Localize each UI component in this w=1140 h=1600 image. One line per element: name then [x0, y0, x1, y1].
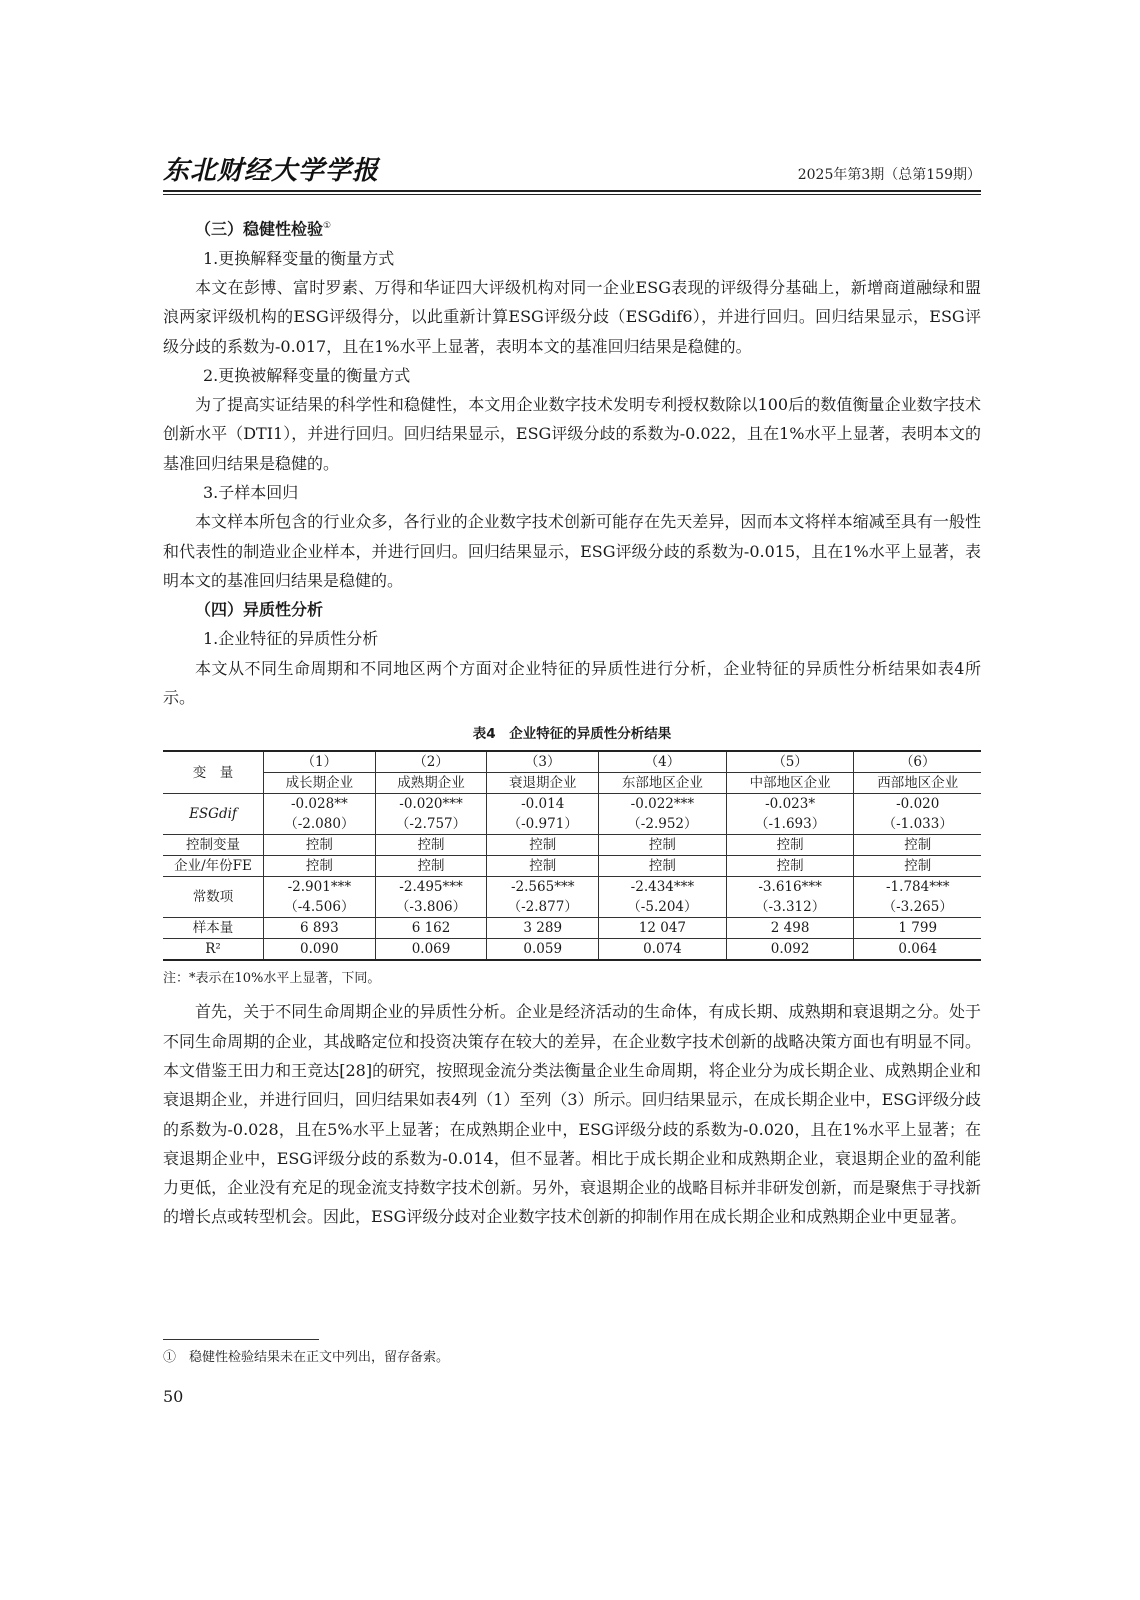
var-header: 变 量: [163, 751, 264, 794]
paragraph-lifecycle: 首先，关于不同生命周期企业的异质性分析。企业是经济活动的生命体，有成长期、成熟期和衰退期之分。处于不同生命周期的企业，其战略定位和投资决策存在较大的差异，在企业数字技术创新的战略决策方面也有明显不同。本文借鉴王田力和王竞达[28]的研究，按照现金流分类法衡量企业生命周期，将企业分为成长期企业、成熟期企业和衰退期企业，并进行回归，回归结果如表4列（1）至列（3）所示。回归结果显示，在成长期企业中，ESG评级分歧的系数为-0.028，且在5%水平上显著；在成熟期企业中，ESG评级分歧的系数为-0.020，且在1%水平上显著；在衰退期企业中，ESG评级分歧的系数为-0.014，但不显著。相比于成长期企业和成熟期企业，衰退期企业的盈利能力更低，企业没有充足的现金流支持数字技术创新。另外，衰退期企业的战略目标并非研发创新，而是聚焦于寻找新的增长点或转型机会。因此，ESG评级分歧对企业数字技术创新的抑制作用在成长期企业和成熟期企业中更显著。: [163, 1002, 981, 1227]
section-heading-robustness: （三）稳健性检验①: [195, 219, 332, 239]
table-cell: [599, 794, 727, 835]
coef: -0.028**: [290, 796, 348, 813]
table-cell: [726, 794, 854, 835]
footnote-marker[interactable]: ①: [323, 221, 332, 231]
table-cell: 12 047: [599, 918, 727, 939]
table-cell: 0.074: [599, 939, 727, 961]
table-cell: 控制: [854, 835, 981, 856]
table-cell: 控制: [264, 835, 376, 856]
body-content: [163, 212, 981, 1232]
col-number: （3）: [487, 751, 599, 773]
table-row: [163, 877, 981, 918]
subheading-s2: 2.更换被解释变量的衡量方式: [203, 365, 411, 385]
table-cell: [264, 794, 376, 835]
t-stat: （-5.204）: [627, 899, 698, 916]
table-cell: 0.090: [264, 939, 376, 961]
coef: -3.616***: [758, 879, 822, 896]
header-rule-thin: [163, 194, 981, 195]
table-cell: [726, 877, 854, 918]
table-caption: 表4 企业特征的异质性分析结果: [472, 726, 672, 743]
col-number: （6）: [854, 751, 981, 773]
col-name: 西部地区企业: [854, 773, 981, 794]
coef: -1.784***: [886, 879, 950, 896]
t-stat: （-3.265）: [882, 899, 953, 916]
table-cell: [487, 877, 599, 918]
page-number: 50: [163, 1387, 184, 1406]
table-note: 注：*表示在10%水平上显著，下同。: [163, 971, 381, 987]
subheading-s1: 1.更换解释变量的衡量方式: [203, 248, 395, 268]
table-cell: 控制: [375, 835, 487, 856]
journal-name: 东北财经大学学报: [163, 156, 380, 186]
table-cell: [487, 794, 599, 835]
t-stat: （-3.312）: [755, 899, 826, 916]
table-cell: 控制: [487, 856, 599, 877]
col-name: 中部地区企业: [726, 773, 854, 794]
table-cell: 控制: [599, 835, 727, 856]
footnote-rule: [163, 1339, 319, 1340]
table-row: [163, 856, 981, 877]
coef: -2.565***: [510, 879, 575, 896]
col-number: （1）: [264, 751, 376, 773]
table-cell: 0.064: [854, 939, 981, 961]
t-stat: （-2.877）: [507, 899, 578, 916]
table-cell: 1 799: [854, 918, 981, 939]
subheading-h1: 1.企业特征的异质性分析: [203, 629, 379, 649]
t-stat: （-3.806）: [395, 899, 467, 916]
coef: -0.014: [521, 796, 565, 813]
coef: -0.020***: [399, 796, 463, 813]
row-label: ESGdif: [163, 794, 264, 835]
col-number: （4）: [599, 751, 727, 773]
coef: -2.434***: [630, 879, 695, 896]
col-number: （2）: [375, 751, 487, 773]
paragraph-s3: 本文样本所包含的行业众多，各行业的企业数字技术创新可能存在先天差异，因而本文将样本缩减至具有一般性和代表性的制造业企业样本，并进行回归。回归结果显示，ESG评级分歧的系数为-0.015，且在1%水平上显著，表明本文的基准回归结果是稳健的。: [163, 512, 981, 590]
table-cell: 控制: [854, 856, 981, 877]
col-name: 成熟期企业: [375, 773, 487, 794]
t-stat: （-4.506）: [284, 899, 355, 916]
table-cell: 2 498: [726, 918, 854, 939]
coef: -2.495***: [399, 879, 463, 896]
table-header-row: [163, 773, 981, 794]
col-number: （5）: [726, 751, 854, 773]
row-label: 常数项: [163, 877, 264, 918]
masthead: [163, 156, 981, 186]
table-row: [163, 835, 981, 856]
row-label: 控制变量: [163, 835, 264, 856]
table-row: [163, 794, 981, 835]
table-cell: [599, 877, 727, 918]
row-label: 样本量: [163, 918, 264, 939]
table-row: [163, 939, 981, 961]
table-header-row: [163, 751, 981, 773]
paragraph-s2: 为了提高实证结果的科学性和稳健性，本文用企业数字技术发明专利授权数除以100后的数值衡量企业数字技术创新水平（DTI1），并进行回归。回归结果显示，ESG评级分歧的系数为-0.022，且在1%水平上显著，表明本文的基准回归结果是稳健的。: [163, 395, 981, 473]
table-cell: 3 289: [487, 918, 599, 939]
col-name: 衰退期企业: [487, 773, 599, 794]
issue-info: 2025年第3期（总第159期）: [797, 167, 981, 183]
coef: -2.901***: [287, 879, 352, 896]
row-label: 企业/年份FE: [163, 856, 264, 877]
subheading-s3: 3.子样本回归: [203, 483, 299, 502]
table-cell: 控制: [487, 835, 599, 856]
paragraph-h1: 本文从不同生命周期和不同地区两个方面对企业特征的异质性进行分析，企业特征的异质性分析结果如表4所示。: [163, 658, 981, 708]
header-rule: [163, 190, 981, 192]
table-cell: 控制: [599, 856, 727, 877]
col-name: 成长期企业: [264, 773, 376, 794]
row-label: R²: [163, 939, 264, 961]
table-cell: [375, 794, 487, 835]
t-stat: （-2.757）: [395, 816, 467, 833]
table-cell: 控制: [375, 856, 487, 877]
coef: -0.023*: [765, 796, 816, 813]
table-cell: 控制: [726, 835, 854, 856]
section-heading-heterogeneity: （四）异质性分析: [195, 600, 324, 620]
t-stat: （-2.952）: [627, 816, 698, 833]
table-cell: [375, 877, 487, 918]
results-table: [163, 750, 981, 961]
footnote: ① 稳健性检验结果未在正文中列出，留存备索。: [163, 1350, 450, 1365]
table-cell: 0.069: [375, 939, 487, 961]
table-cell: 控制: [264, 856, 376, 877]
coef: -0.020: [896, 796, 940, 813]
table-cell: [264, 877, 376, 918]
table-cell: 0.092: [726, 939, 854, 961]
t-stat: （-0.971）: [507, 816, 578, 833]
coef: -0.022***: [630, 796, 695, 813]
col-name: 东部地区企业: [599, 773, 727, 794]
table-cell: [854, 794, 981, 835]
table-cell: [854, 877, 981, 918]
table-row: [163, 918, 981, 939]
table-cell: 6 893: [264, 918, 376, 939]
t-stat: （-1.033）: [882, 816, 953, 833]
table-cell: 6 162: [375, 918, 487, 939]
table-cell: 0.059: [487, 939, 599, 961]
t-stat: （-2.080）: [284, 816, 355, 833]
table-cell: 控制: [726, 856, 854, 877]
t-stat: （-1.693）: [755, 816, 826, 833]
paragraph-s1: 本文在彭博、富时罗素、万得和华证四大评级机构对同一企业ESG表现的评级得分基础上，新增商道融绿和盟浪两家评级机构的ESG评级得分，以此重新计算ESG评级分歧（ESGdif6），并进行回归。回归结果显示，ESG评级分歧的系数为-0.017，且在1%水平上显著，表明本文的基准回归结果是稳健的。: [163, 277, 981, 356]
